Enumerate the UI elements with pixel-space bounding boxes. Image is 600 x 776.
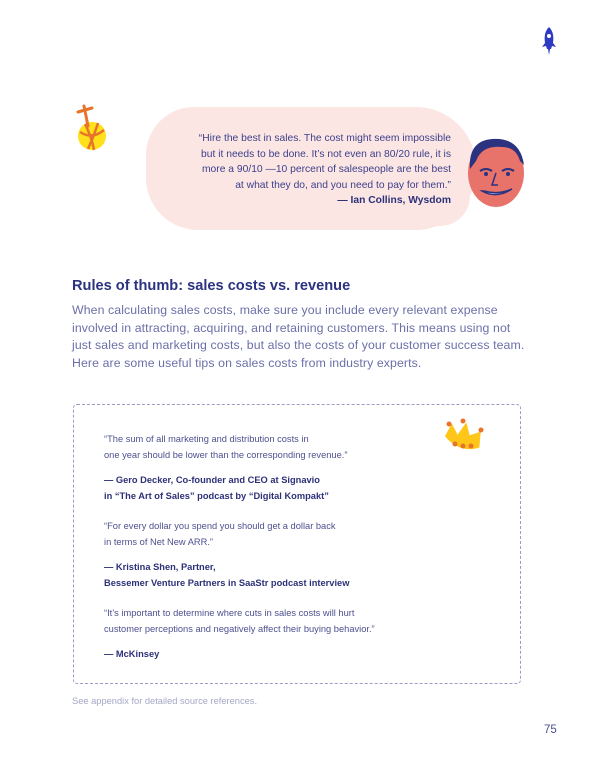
tip-author: [104, 560, 434, 591]
tip-author-line: in “The Art of Sales” podcast by “Digital Kompakt”: [104, 490, 329, 501]
crown-icon: [441, 418, 487, 454]
rocket-icon: [539, 26, 559, 56]
pull-quote-line: more a 90/10 —10 percent of salespeople are the best: [201, 164, 451, 176]
orb-icon: [70, 98, 110, 153]
tip-quote: [104, 432, 434, 463]
tip-author: [104, 647, 434, 663]
pull-quote-author: — Ian Collins, Wysdom: [337, 195, 451, 207]
tip-quote-line: one year should be lower than the corresponding revenue.”: [104, 449, 348, 460]
tip-quote-line: “It’s important to determine where cuts in sales costs will hurt: [104, 608, 355, 618]
tip-quote-line: “The sum of all marketing and distribution costs in: [104, 434, 309, 444]
footnote: See appendix for detailed source references.: [72, 696, 258, 706]
tip-author-line: Bessemer Venture Partners in SaaStr podcast interview: [104, 577, 350, 588]
tip-quote-line: customer perceptions and negatively affect their buying behavior.”: [104, 623, 375, 634]
tip-author-line: — Gero Decker, Co-founder and CEO at Signavio: [104, 475, 320, 485]
tip-author: [104, 473, 434, 504]
section-intro: When calculating sales costs, make sure you include every relevant expense involved in attracting, acquiring, and retaining customers. This means using not just sales and marketing costs, but also the costs of your customer success team. Here are some useful tips on sales costs from industry experts.: [72, 303, 525, 370]
portrait-illustration: [462, 131, 530, 211]
tip-quote-line: in terms of Net New ARR.”: [104, 536, 214, 547]
tip-quote: [104, 519, 434, 550]
tip-quote-line: “For every dollar you spend you should get a dollar back: [104, 521, 336, 531]
page-number: 75: [544, 724, 557, 736]
tip-quote: [104, 606, 434, 637]
pull-quote: [160, 131, 451, 209]
pull-quote-line: “Hire the best in sales. The cost might seem impossible: [198, 133, 451, 144]
section-title: Rules of thumb: sales costs vs. revenue: [72, 278, 351, 294]
tip-author-line: — Kristina Shen, Partner,: [104, 562, 216, 572]
tip-author-line: — McKinsey: [104, 649, 160, 659]
pull-quote-line: at what they do, and you need to pay for them.”: [235, 179, 451, 191]
pull-quote-line: but it needs to be done. It’s not even an 80/20 rule, it is: [201, 148, 451, 160]
